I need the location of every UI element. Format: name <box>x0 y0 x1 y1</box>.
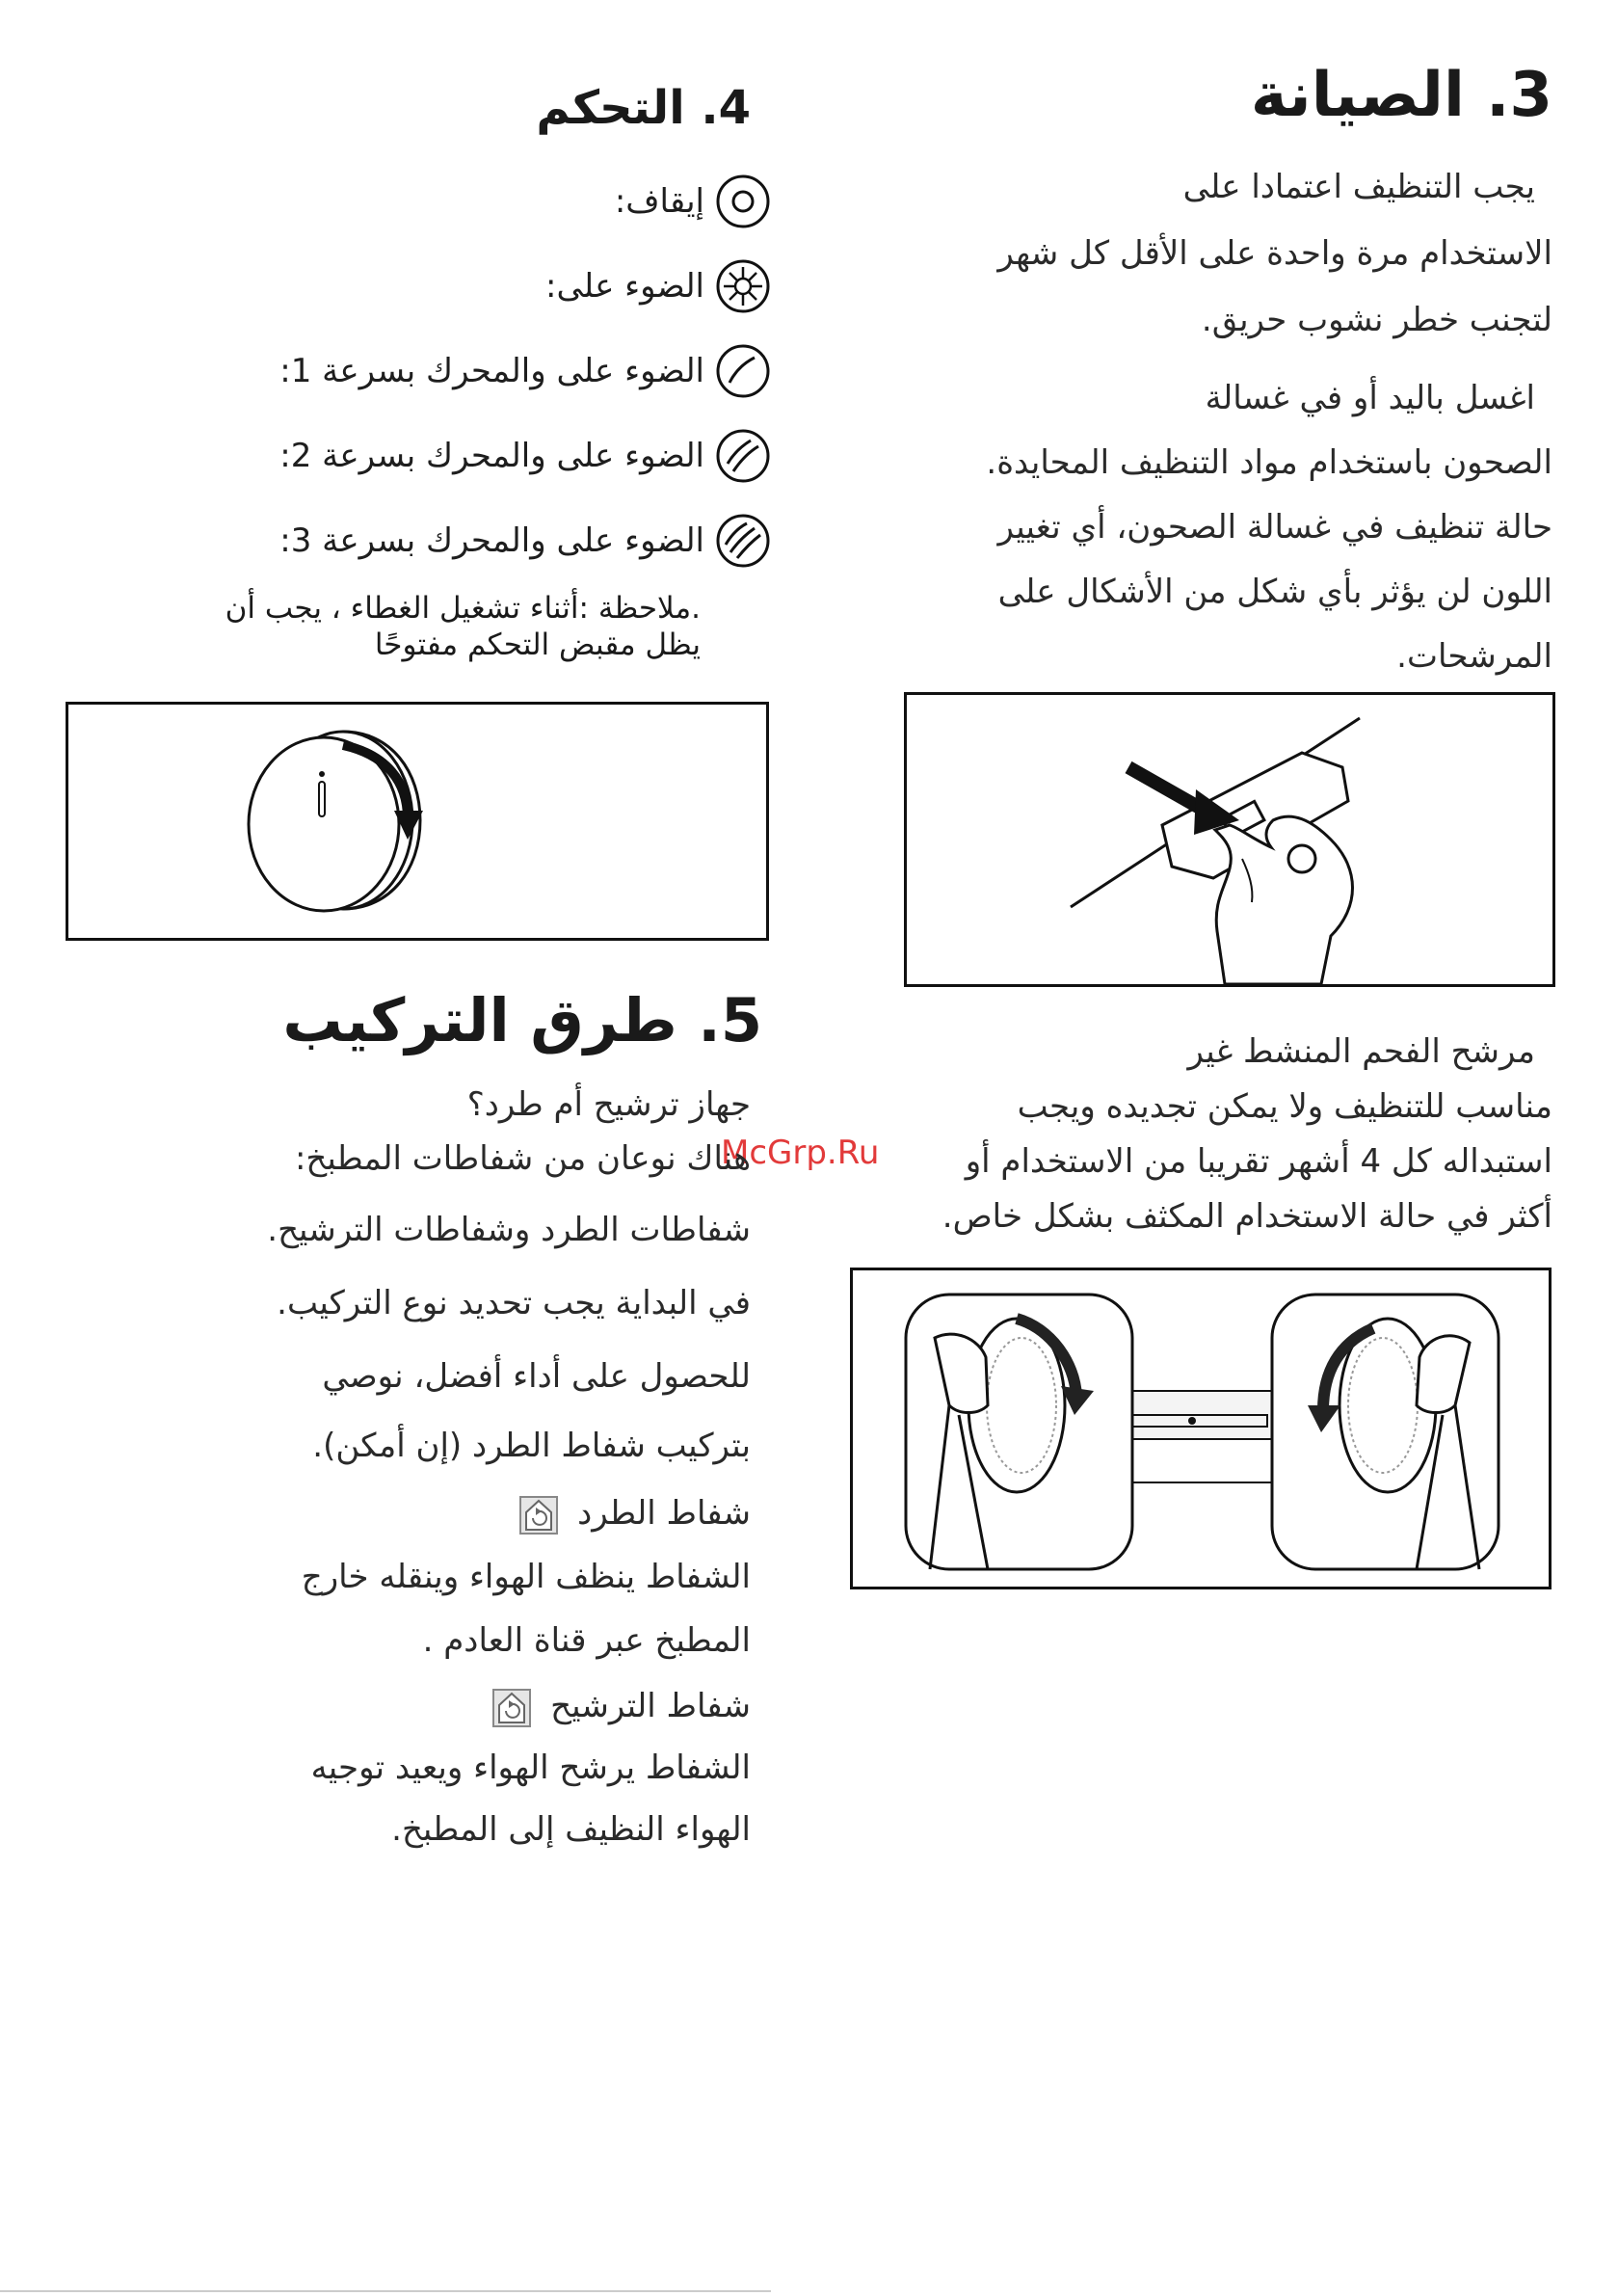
carbon-filter-illustration <box>850 1268 1552 1589</box>
recirculation-hood-icon <box>491 1688 532 1728</box>
knob-illustration <box>66 702 769 941</box>
text-line: استبداله كل 4 أشهر تقريبا من الاستخدام أو <box>965 1142 1552 1181</box>
text-line: مرشح الفحم المنشط غير <box>1187 1032 1535 1071</box>
text-line: مناسب للتنظيف ولا يمكن تجديده ويجب <box>1017 1087 1552 1126</box>
recirculation-row <box>172 1687 751 1749</box>
control-item-speed-3 <box>97 511 772 571</box>
text-line: الاستخدام مرة واحدة على الأقل كل شهر <box>997 234 1552 273</box>
speed-2-icon <box>714 427 772 485</box>
text-line: الهواء النظيف إلى المطبخ. <box>391 1810 751 1849</box>
speed-1-icon <box>714 342 772 400</box>
text-line: الشفاط ينظف الهواء وينقله خارج <box>301 1558 751 1596</box>
installation-heading: 5. طرق التركيب <box>282 985 762 1055</box>
control-heading: 4. التحكم <box>536 81 751 135</box>
text-line: في البداية يجب تحديد نوع التركيب. <box>277 1284 751 1322</box>
text-line: جهاز ترشيح أم طرد؟ <box>466 1085 751 1124</box>
control-item-light <box>97 256 772 316</box>
maintenance-para-3 <box>801 1025 1552 1244</box>
text-line: لتجنب خطر نشوب حريق. <box>1201 301 1552 339</box>
text-line: شفاطات الطرد وشفاطات الترشيح. <box>267 1211 751 1249</box>
text-line: المرشحات. <box>1396 637 1552 676</box>
extraction-hood-icon <box>518 1495 559 1535</box>
maintenance-heading: 3. الصيانة <box>1250 60 1552 131</box>
text-line: أكثر في حالة الاستخدام المكثف بشكل خاص. <box>942 1197 1552 1236</box>
extraction-row <box>172 1494 751 1558</box>
text-line: الصحون باستخدام مواد التنظيف المحايدة. <box>986 443 1552 482</box>
maintenance-para-2 <box>801 366 1552 689</box>
text-line: هناك نوعان من شفاطات المطبخ: <box>294 1139 751 1178</box>
text-line: حالة تنظيف في غسالة الصحون، أي تغيير <box>997 508 1552 547</box>
control-label: :إيقاف <box>614 182 704 221</box>
control-item-speed-1 <box>97 341 772 401</box>
text-line: بتركيب شفاط الطرد (إن أمكن). <box>312 1427 751 1465</box>
installation-body <box>172 1085 751 1868</box>
off-icon <box>714 173 772 230</box>
text-line: يجب التنظيف اعتمادا على <box>1182 168 1535 206</box>
control-label: :الضوء على والمحرك بسرعة 1 <box>279 352 704 390</box>
control-item-speed-2 <box>97 426 772 486</box>
light-icon <box>714 257 772 315</box>
control-knob-drawing <box>68 705 766 938</box>
control-item-off <box>97 172 772 231</box>
note-line: يظل مقبض التحكم مفتوحًا <box>374 627 701 662</box>
text-line: الشفاط يرشح الهواء ويعيد توجيه <box>310 1749 751 1787</box>
text-line: للحصول على أداء أفضل، نوصي <box>322 1357 751 1396</box>
text-line: المطبخ عبر قناة العادم . <box>422 1621 751 1660</box>
page-bottom-rule <box>0 2290 771 2292</box>
hand-unclip-filter-drawing <box>907 695 1552 984</box>
control-label: :الضوء على والمحرك بسرعة 2 <box>279 437 704 475</box>
carbon-filter-twist-drawing <box>853 1270 1549 1587</box>
text-line: اغسل باليد أو في غسالة <box>1205 379 1535 417</box>
control-list <box>97 172 772 571</box>
note-line: .ملاحظة :أثناء تشغيل الغطاء ، يجب أن <box>225 591 701 626</box>
text-line: اللون لن يؤثر بأي شكل من الأشكال على <box>997 573 1552 611</box>
filter-removal-illustration <box>904 692 1555 987</box>
control-note <box>161 590 701 663</box>
speed-3-icon <box>714 512 772 570</box>
watermark: McGrp.Ru <box>721 1134 880 1172</box>
recirculation-label: شفاط الترشيح <box>550 1687 751 1725</box>
control-label: :الضوء على <box>545 267 704 306</box>
extraction-label: شفاط الطرد <box>577 1494 751 1533</box>
maintenance-para-1 <box>801 154 1552 354</box>
control-label: :الضوء على والمحرك بسرعة 3 <box>279 521 704 560</box>
